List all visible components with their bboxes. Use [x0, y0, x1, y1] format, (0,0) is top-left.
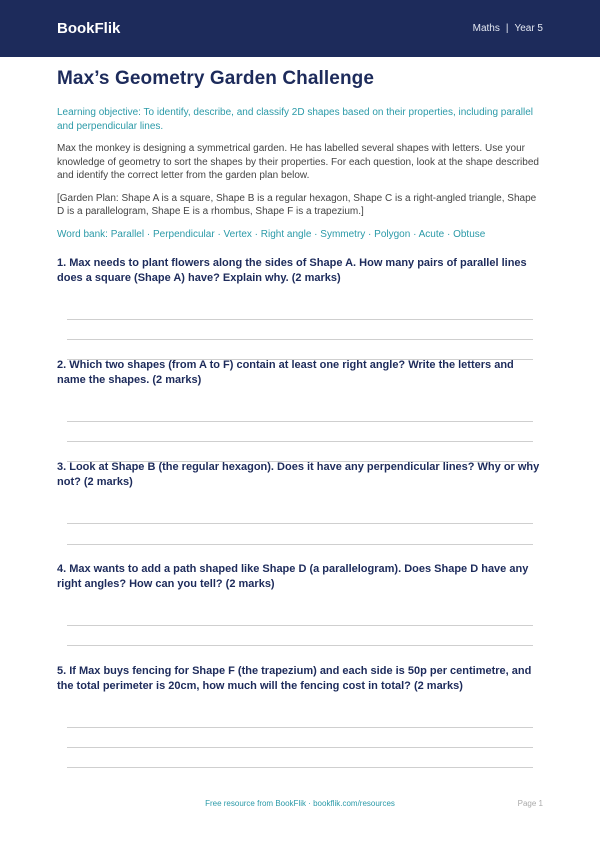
question-text: 3. Look at Shape B (the regular hexagon). Does it have any perpendicular lines? Why or why not? (2 marks) [57, 461, 540, 488]
question-text: 5. If Max buys fencing for Shape F (the trapezium) and each side is 50p per centimetre, and the total perimeter is 20cm, how much will the fencing cost in total? (2 marks) [57, 665, 532, 692]
answer-line[interactable] [67, 727, 533, 728]
question-1 [57, 256, 543, 286]
subject-label: Maths [472, 23, 500, 34]
brand-logo: BookFlik [57, 20, 121, 37]
question-text: 2. Which two shapes (from A to F) contain at least one right angle? Write the letters and name the shapes. (2 marks) [57, 359, 514, 386]
word-bank: Word bank: Parallel · Perpendicular · Vertex · Right angle · Symmetry · Polygon · Acute · Obtuse [57, 228, 486, 240]
worksheet-body [0, 68, 600, 240]
year-label: Year 5 [514, 23, 543, 34]
answer-line[interactable] [67, 339, 533, 340]
header-bar [0, 0, 600, 57]
page-number: Page 1 [517, 799, 543, 808]
garden-plan: [Garden Plan: Shape A is a square, Shape B is a regular hexagon, Shape C is a right-angled triangle, Shape D is a parallelogram, Shape E is a rhombus, Shape F is a trapezium.] [57, 192, 537, 217]
answer-line[interactable] [67, 421, 533, 422]
question-text: 4. Max wants to add a path shaped like Shape D (a parallelogram). Does Shape D have any right angles? How can you tell? (2 marks) [57, 563, 529, 590]
question-5 [57, 664, 543, 694]
question-3 [57, 460, 543, 490]
answer-line[interactable] [67, 319, 533, 320]
footer-source[interactable]: Free resource from BookFlik · bookflik.com/resources [205, 799, 395, 808]
answer-line[interactable] [67, 767, 533, 768]
answer-line[interactable] [67, 625, 533, 626]
answer-line[interactable] [67, 645, 533, 646]
page-title: Max’s Geometry Garden Challenge [57, 68, 375, 89]
answer-line[interactable] [67, 441, 533, 442]
question-2 [57, 358, 543, 388]
intro-text: Max the monkey is designing a symmetrical garden. He has labelled several shapes with letters. Use your knowledge of geometry to sort the shapes by their properties. For each question, look at the shape described and identify the correct letter from the garden plan below. [57, 143, 539, 181]
learning-objective: Learning objective: To identify, describe, and classify 2D shapes based on their properties, including parallel and perpendicular lines. [57, 107, 534, 132]
question-text: 1. Max needs to plant flowers along the sides of Shape A. How many pairs of parallel lines does a square (Shape A) have? Explain why. (2 marks) [57, 257, 527, 284]
answer-line[interactable] [67, 544, 533, 545]
header-meta [473, 23, 543, 34]
separator: | [505, 23, 509, 34]
answer-line[interactable] [67, 523, 533, 524]
question-4 [57, 562, 543, 592]
answer-line[interactable] [67, 747, 533, 748]
